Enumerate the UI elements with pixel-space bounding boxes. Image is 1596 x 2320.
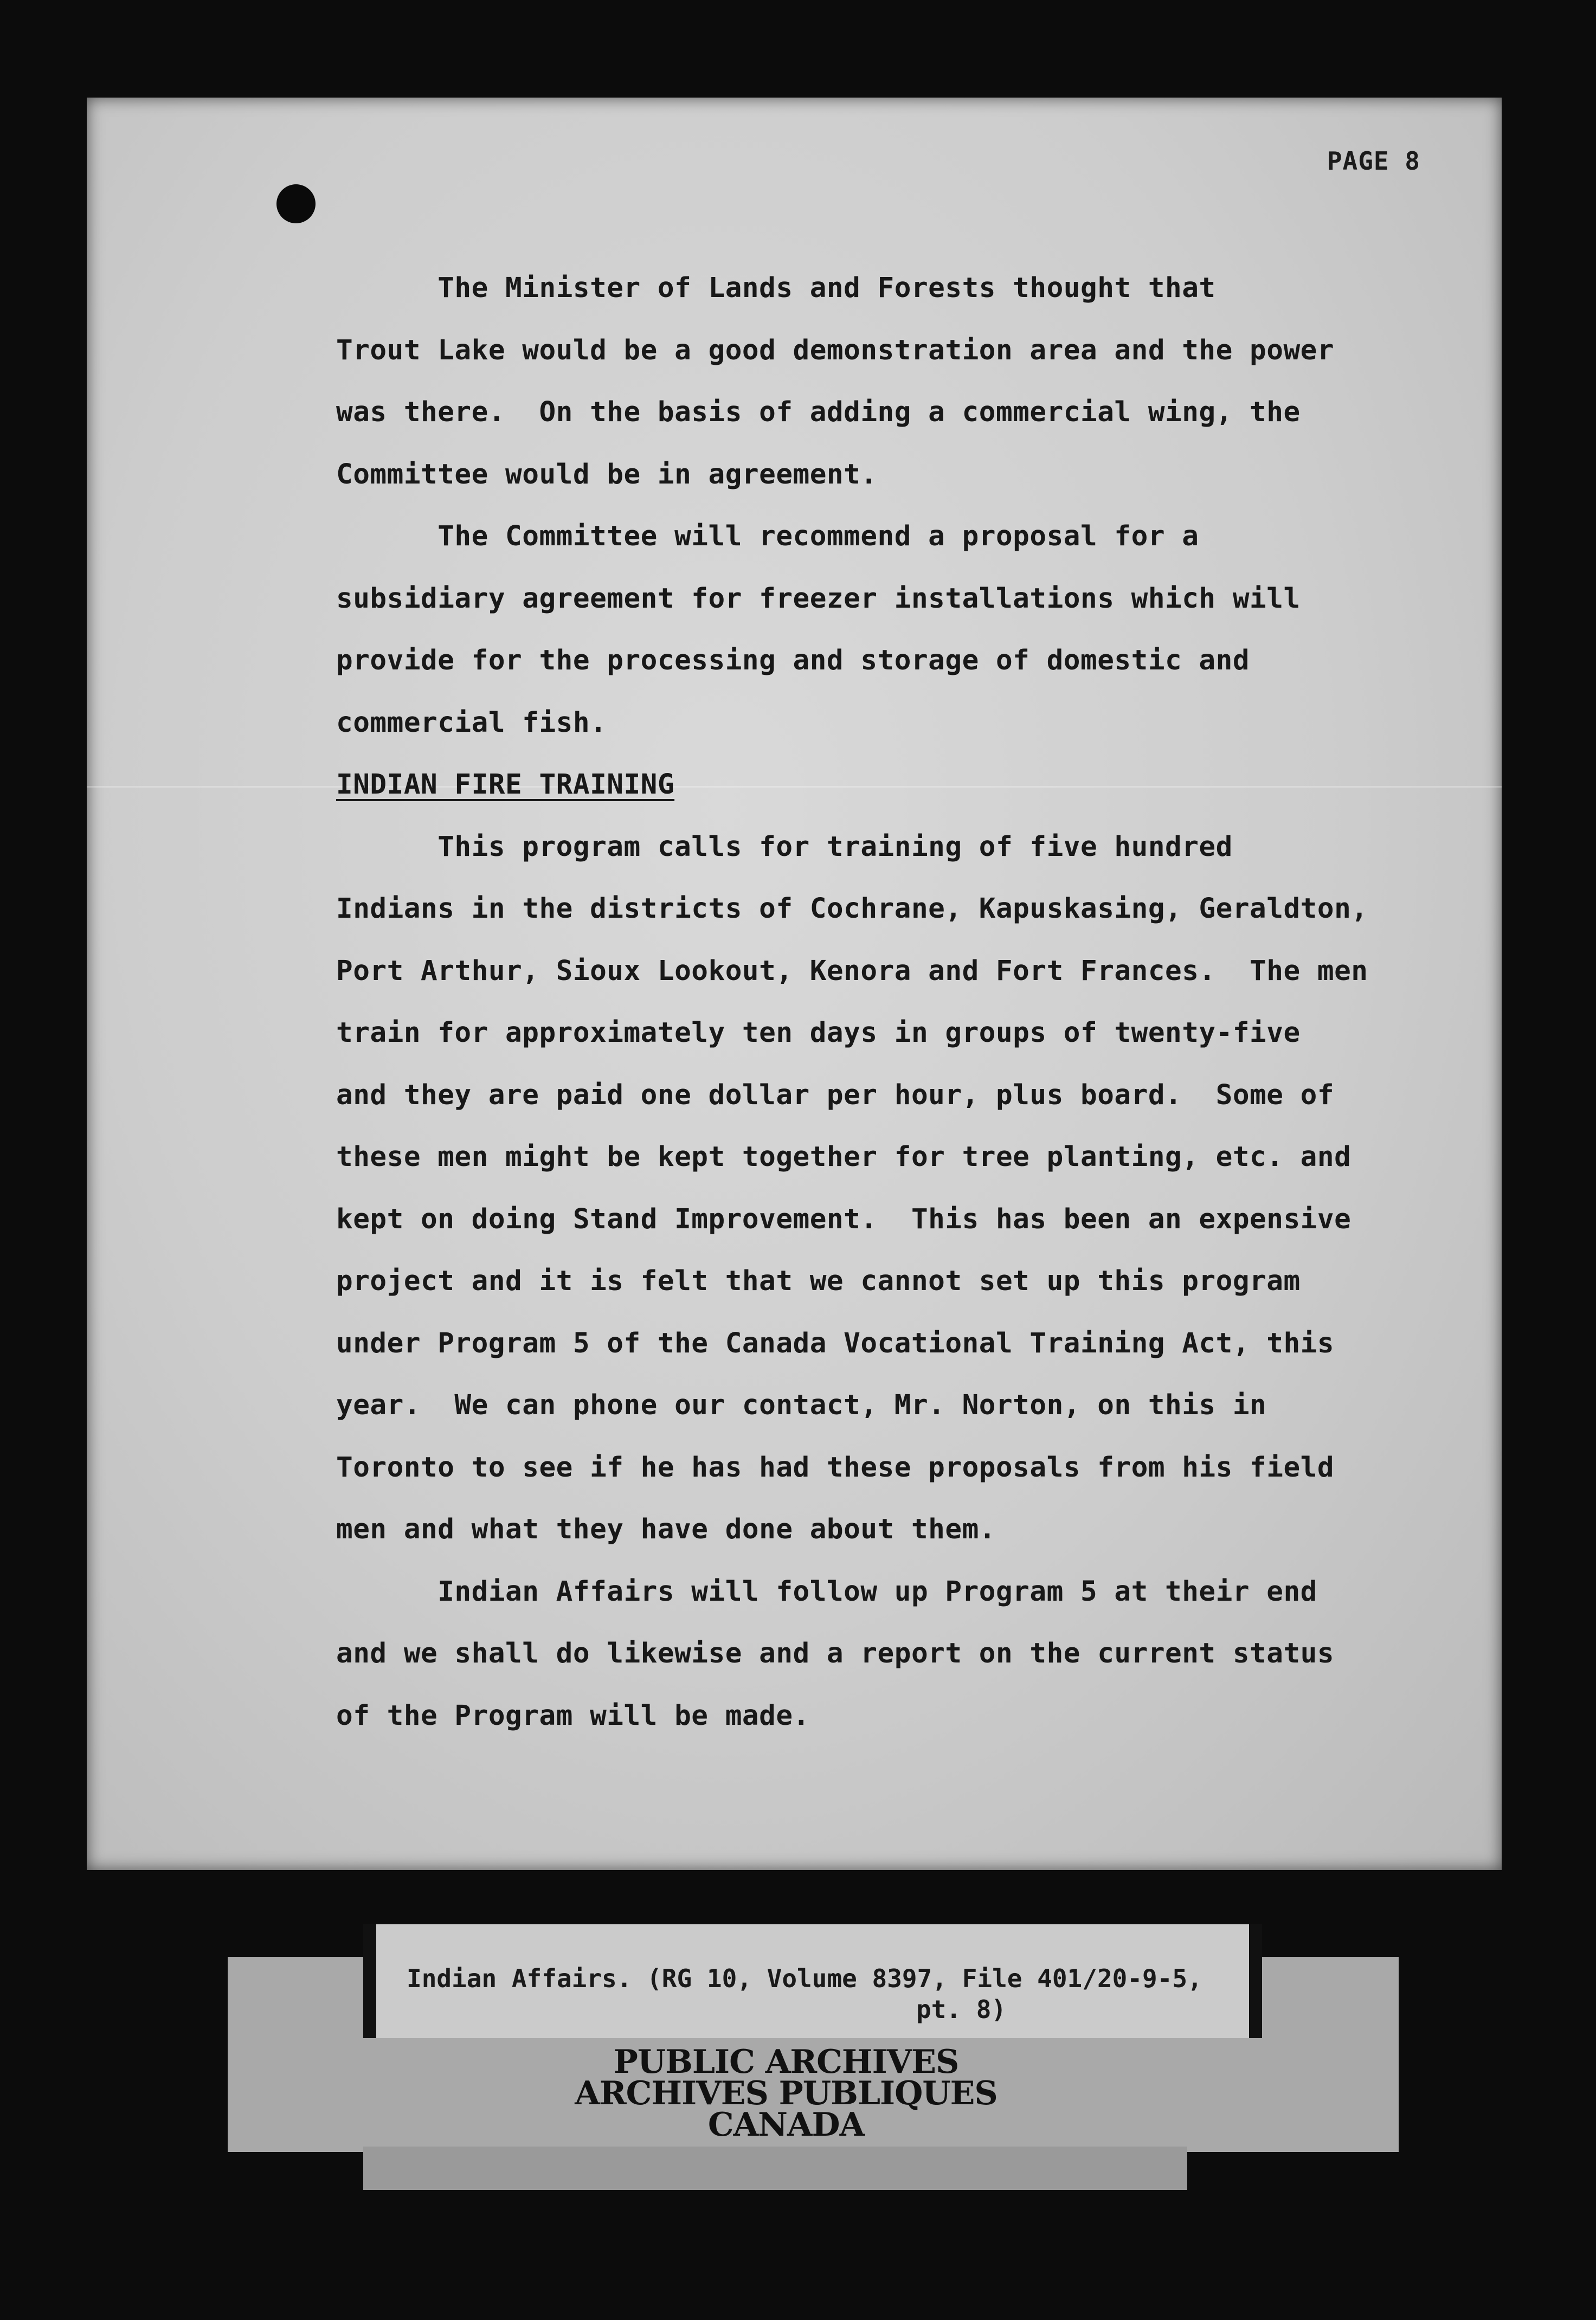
text-line: under Program 5 of the Canada Vocational Training Act, this [336,1327,1335,1359]
text-line: year. We can phone our contact, Mr. Norton, on this in [336,1389,1267,1421]
punch-hole [276,184,316,223]
text-line: men and what they have done about them. [336,1513,996,1545]
text-line: The Committee will recommend a proposal for a [336,520,1199,552]
paragraph-follow-up [336,1561,1475,1748]
text-line: subsidiary agreement for freezer installations which will [336,582,1301,615]
archive-stamp [542,2043,1030,2144]
page-number: PAGE 8 [1327,146,1420,176]
text-line: This program calls for training of five hundred [336,830,1233,863]
text-line: train for approximately ten days in groups of twenty-five [336,1017,1301,1049]
text-line: Toronto to see if he has had these proposals from his field [336,1451,1335,1484]
paragraph-minister [336,257,1475,506]
text-line: commercial fish. [336,706,607,739]
text-line: Port Arthur, Sioux Lookout, Kenora and Fort Frances. The men [336,955,1368,987]
text-line: and they are paid one dollar per hour, plus board. Some of [336,1079,1335,1111]
text-line: Indians in the districts of Cochrane, Kapuskasing, Geraldton, [336,893,1368,925]
text-line: of the Program will be made. [336,1699,810,1732]
text-line: was there. On the basis of adding a commercial wing, the [336,396,1301,428]
document-body [336,257,1475,1747]
document-page [87,98,1502,1870]
stamp-line: CANADA [707,2106,865,2144]
text-line: kept on doing Stand Improvement. This has been an expensive [336,1203,1352,1235]
text-line: Indian Affairs will follow up Program 5 at their end [336,1575,1317,1608]
section-heading: INDIAN FIRE TRAINING [336,769,675,801]
stamp-line: PUBLIC ARCHIVES [613,2043,959,2081]
text-line: provide for the processing and storage of domestic and [336,645,1250,676]
text-line: and we shall do likewise and a report on the current status [336,1638,1335,1670]
stamp-line: ARCHIVES PUBLIQUES [575,2074,998,2112]
archive-citation: Indian Affairs. (RG 10, Volume 8397, File 401/20-9-5, [407,1964,1202,1993]
text-line: The Minister of Lands and Forests thought that [336,272,1216,304]
archive-label-lower-strip [363,2147,1187,2190]
paragraph-fire-training [336,816,1475,1561]
text-line: Committee would be in agreement. [336,458,878,491]
text-line: project and it is felt that we cannot set up this program [336,1265,1301,1297]
text-line: Trout Lake would be a good demonstration area and the power [336,334,1335,366]
archive-citation-part: pt. 8) [916,1995,1007,2024]
text-line: these men might be kept together for tree planting, etc. and [336,1141,1352,1173]
paragraph-committee [336,506,1475,754]
